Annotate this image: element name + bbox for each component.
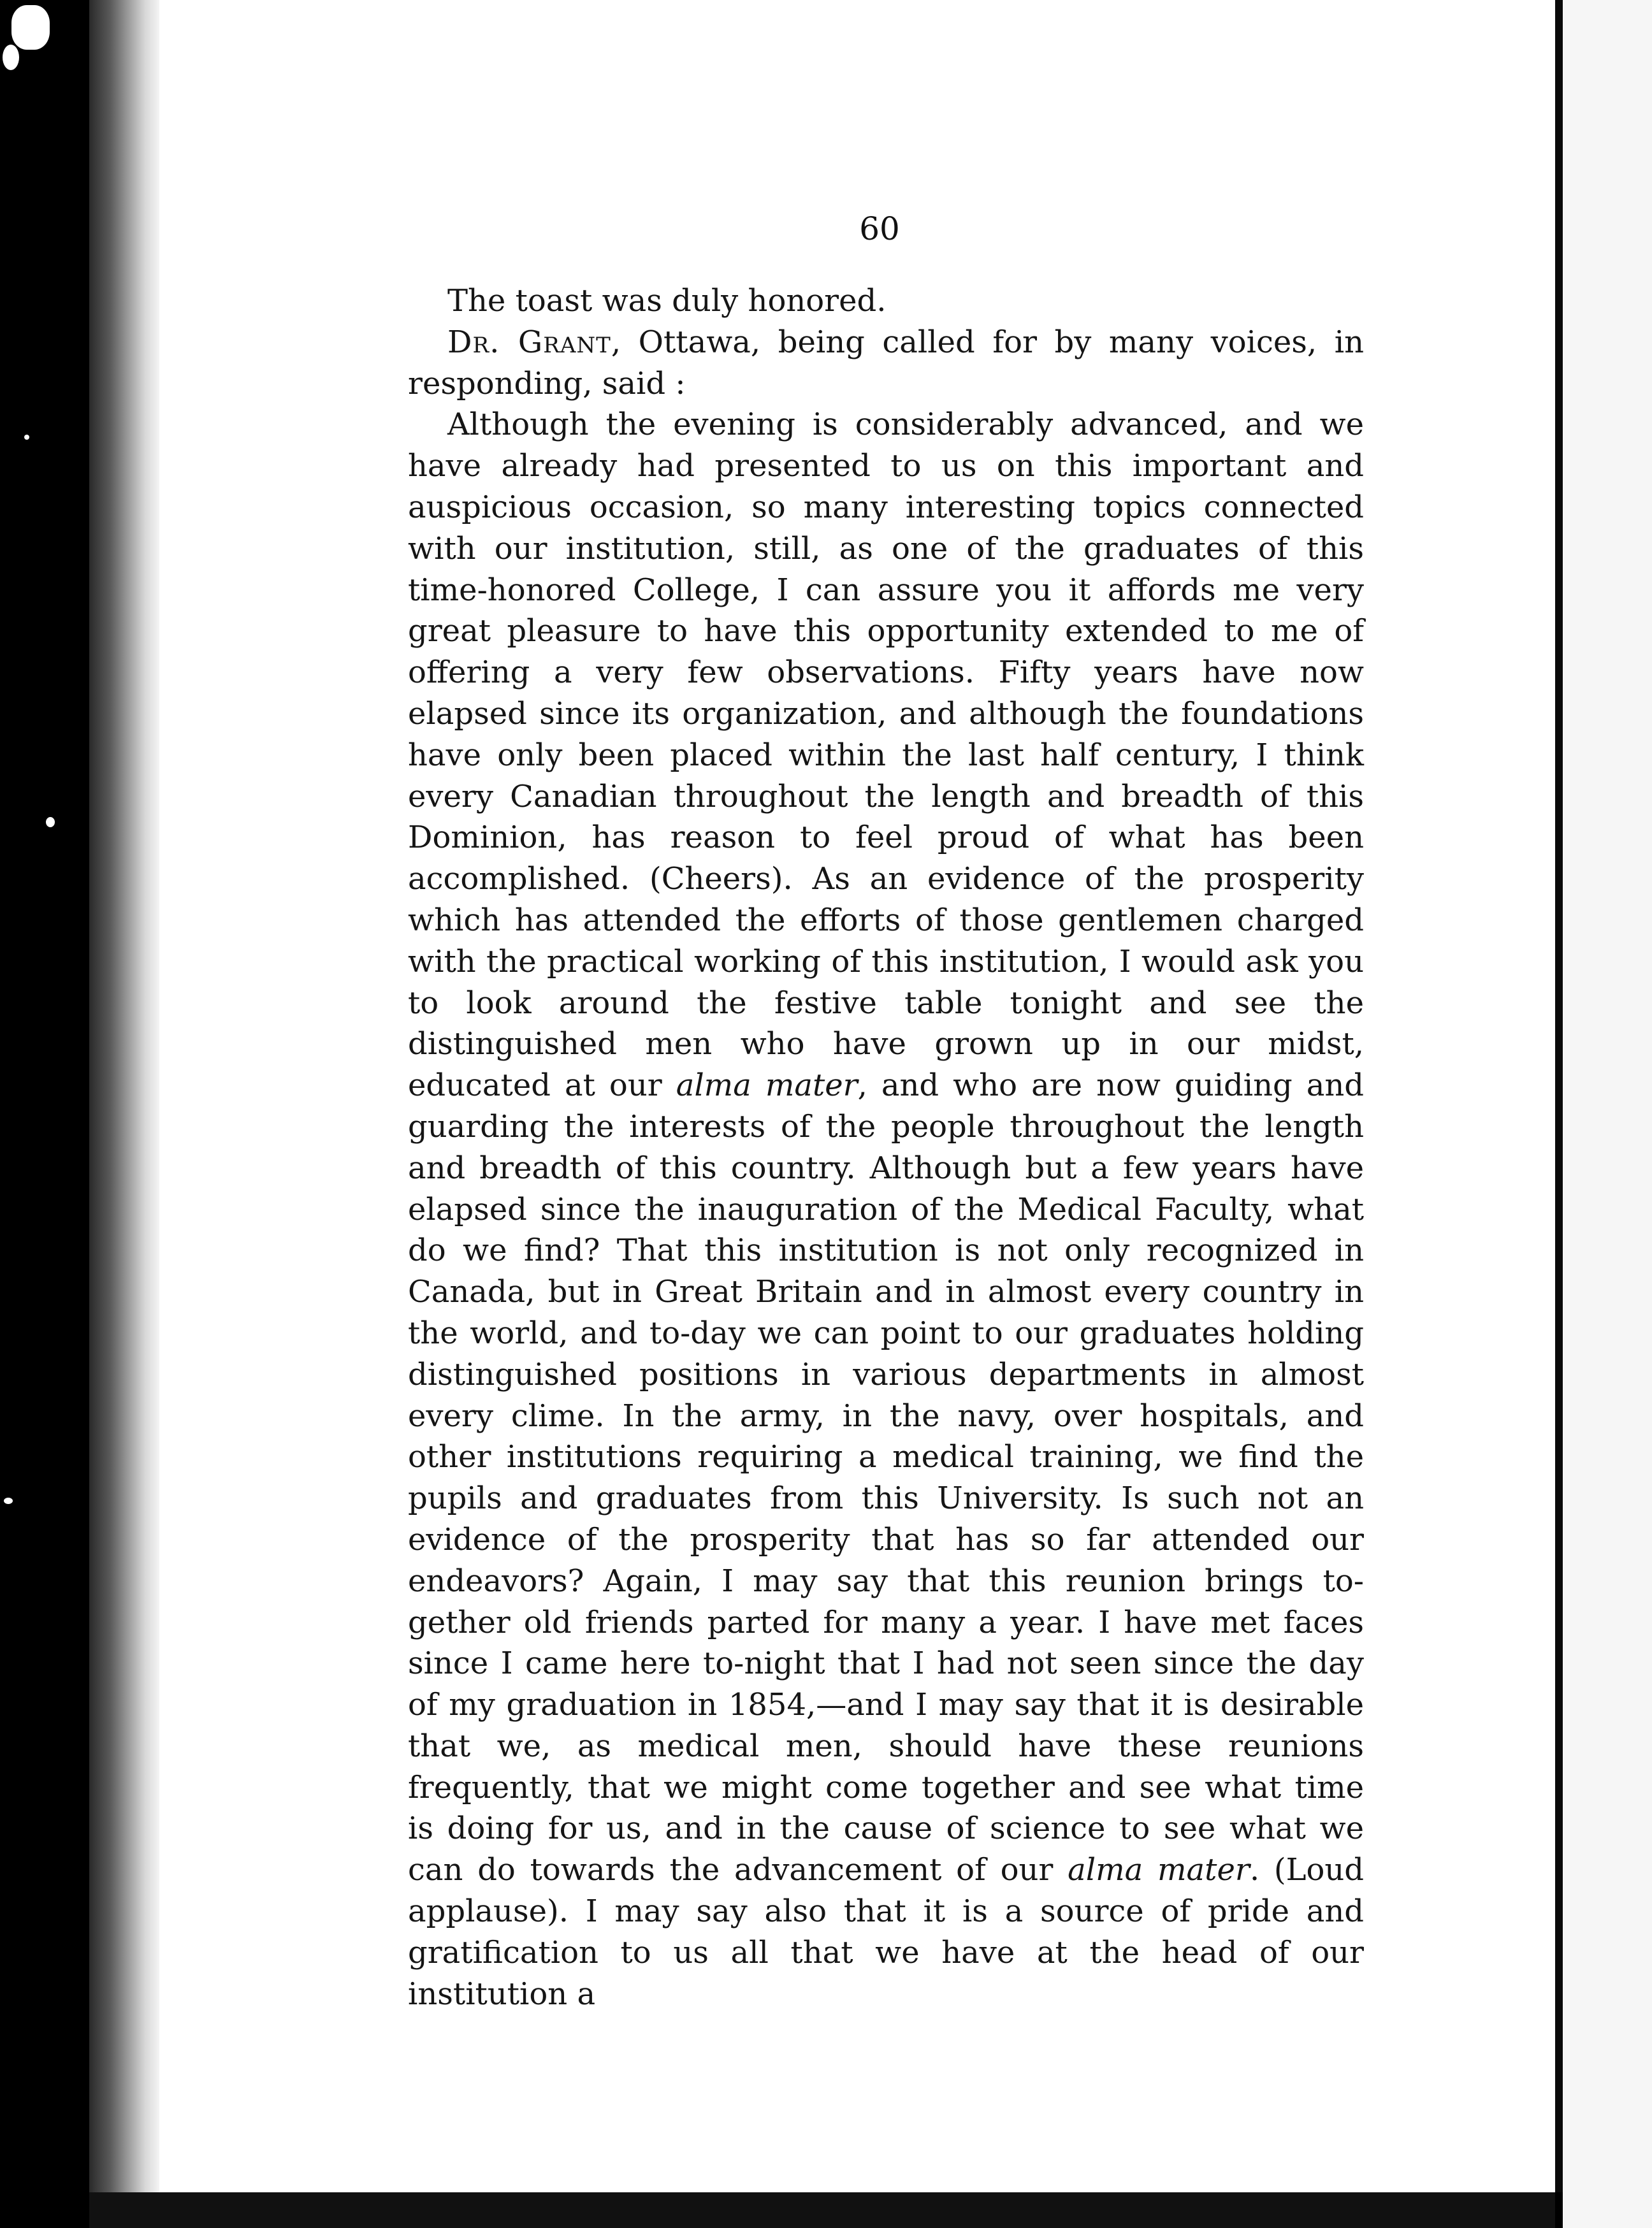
speaker-name: Dr. Grant <box>447 324 611 360</box>
margin-speck <box>46 817 55 827</box>
speech-text-3: . (Loud applause). I may say also that it is a source of pride and gratification to us all that we have at the head of our institution a <box>408 1852 1365 2012</box>
page-number: 60 <box>859 210 900 247</box>
page-edge <box>89 0 159 2192</box>
body-text <box>408 280 1364 2015</box>
speech-text-1: Although the evening is considerably advanced, and we have already had presented to us on this important and auspicious occasion, so many interesting topics connected with our institution, still, as one of the graduates of this time-honored College, I can assure you it affords me very great pleasure to have this opportunity extended to me of offering a very few observations. Fifty years have now elapsed since its organization, and although the foundations have only been placed within the last half century, I think every Canadian throughout the length and breadth of this Dominion, has reason to feel proud of what has been accomplished. (Cheers). As an evidence of the prosperity which has attended the efforts of those gentlemen charged with the practical working of this institution, I would ask you to look around the festive table tonight and see the distinguished men who have grown up in our midst, educated at our <box>408 407 1364 1104</box>
paragraph-toast: The toast was duly honored. <box>447 283 887 319</box>
margin-speck <box>24 435 29 440</box>
page-bottom-shadow <box>89 2192 1555 2228</box>
facing-page-edge <box>1563 0 1652 2228</box>
speaker-intro: , Ottawa, being called for by many voices, in responding, said : <box>408 324 1365 401</box>
margin-speck <box>4 1498 13 1504</box>
paragraph-speech <box>408 404 1364 2015</box>
paragraph-speaker <box>408 322 1364 405</box>
alma-mater-2: alma mater <box>1068 1852 1250 1888</box>
right-gutter <box>1555 0 1563 2192</box>
margin-speck <box>3 45 19 70</box>
margin-speck <box>11 5 50 50</box>
alma-mater-1: alma mater <box>676 1067 858 1104</box>
speech-text-2: , and who are now guiding and guarding the interests of the people throughout the length and breadth of this country. Although but a few years have elapsed since the inauguration of the Medical Faculty, what do we find? That this institution is not only recognized in Canada, but in Great Britain and in almost every country in the world, and to-day we can point to our graduates holding distinguished positions in various departments in almost every clime. In the army, in the navy, over hospitals, and other institutions requiring a medical training, we find the pupils and graduates from this University. Is such not an evidence of the prosperity that has so far attended our endeavors? Again, I may say that this reunion brings together old friends parted for many a year. I have met faces since I came here to-night that I had not seen since the day of my graduation in 1854,—and I may say that it is desirable that we, as medical men, should have these reunions frequently, that we might come together and see what time is doing for us, and in the cause of science to see what we can do towards the advancement of our <box>408 1067 1364 1888</box>
